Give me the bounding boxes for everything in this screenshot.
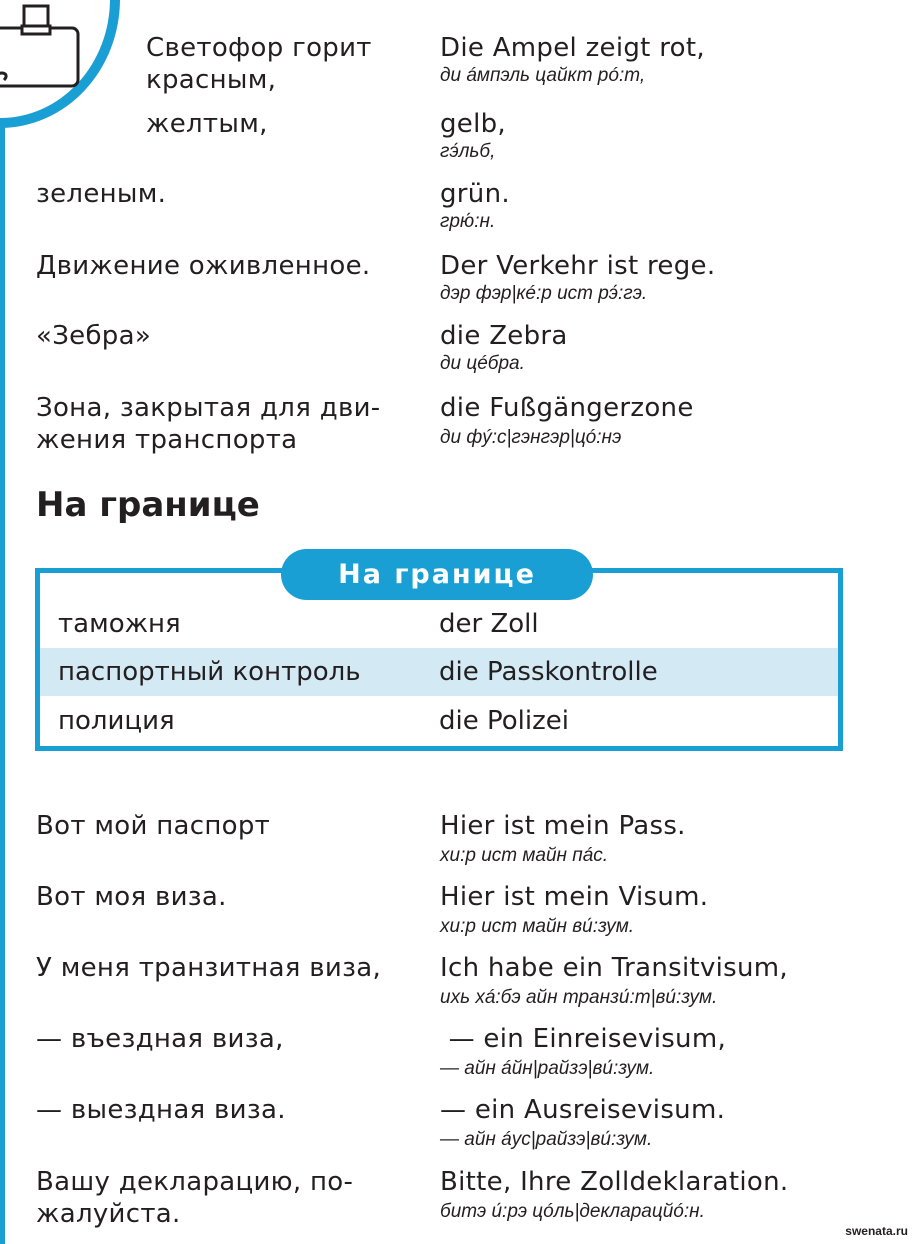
- ru-text: Светофор горит красным,: [146, 33, 372, 95]
- ru-text: зеленым.: [36, 179, 167, 209]
- de-text: Bitte, Ihre Zolldeklaration.: [440, 1167, 789, 1197]
- ru-text: У меня транзитная виза,: [36, 953, 382, 983]
- de-text: Der Verkehr ist rege.: [440, 251, 716, 281]
- de-text: Die Ampel zeigt rot,: [440, 33, 705, 63]
- ru-text: Вашу декларацию, по- жалуйста.: [36, 1167, 354, 1229]
- transcription: ди цéбра.: [440, 353, 525, 374]
- ru-text: — выездная виза.: [36, 1095, 286, 1125]
- transcription: дэр фэр|кé:р ист рэ́:гэ.: [440, 283, 648, 304]
- de-text: Hier ist mein Pass.: [440, 811, 686, 841]
- transcription: ихь хá:бэ айн транзи́:т|ви́:зум.: [440, 987, 718, 1008]
- table-row: [40, 648, 838, 696]
- ru-text: «Зебра»: [36, 321, 152, 351]
- de-text: die Zebra: [440, 321, 568, 351]
- de-text: Ich habe ein Transitvisum,: [440, 953, 788, 983]
- transcription: ди áмпэль цайкт рó:т,: [440, 65, 646, 86]
- corner-badge: [0, 0, 130, 130]
- de-text: gelb,: [440, 109, 506, 139]
- ru-text: — въездная виза,: [36, 1024, 284, 1054]
- table-cell-de: der Zoll: [439, 609, 539, 639]
- site-watermark: swenata.ru: [845, 1224, 908, 1238]
- transcription: гэ́льб,: [440, 141, 496, 162]
- de-text: — ein Ausreisevisum.: [440, 1095, 726, 1125]
- hand-card-icon: [0, 0, 100, 100]
- table-row: [40, 600, 838, 648]
- transcription: грю́:н.: [440, 211, 496, 232]
- de-text: — ein Einreisevisum,: [440, 1024, 727, 1054]
- table-cell-ru: полиция: [58, 706, 175, 736]
- table-row: [40, 697, 838, 745]
- table-cell-ru: паспортный контроль: [58, 657, 361, 687]
- table-cell-de: die Passkontrolle: [439, 657, 658, 687]
- table-title: На границе: [281, 549, 593, 600]
- table-cell-de: die Polizei: [439, 706, 569, 736]
- ru-text: Движение оживленное.: [36, 251, 371, 281]
- transcription: битэ и́:рэ цóль|декларацйó:н.: [440, 1201, 705, 1222]
- ru-text: Зона, закрытая для дви- жения транспорта: [36, 393, 381, 455]
- table-cell-ru: таможня: [58, 609, 181, 639]
- left-accent-bar: [0, 0, 5, 1244]
- transcription: — айн áйн|райзэ|ви́:зум.: [440, 1058, 655, 1079]
- transcription: — айн áус|райзэ|ви́:зум.: [440, 1129, 653, 1150]
- transcription: хи:р ист майн пác.: [440, 845, 609, 866]
- de-text: Hier ist mein Visum.: [440, 882, 709, 912]
- de-text: grün.: [440, 179, 510, 209]
- ru-text: Вот моя виза.: [36, 882, 227, 912]
- transcription: ди фý:с|гэнгэр|цó:нэ: [440, 427, 622, 448]
- section-heading: На границе: [36, 485, 260, 525]
- de-text: die Fußgängerzone: [440, 393, 694, 423]
- transcription: хи:р ист майн ви́:зум.: [440, 916, 635, 937]
- ru-text: желтым,: [146, 109, 268, 139]
- ru-text: Вот мой паспорт: [36, 811, 271, 841]
